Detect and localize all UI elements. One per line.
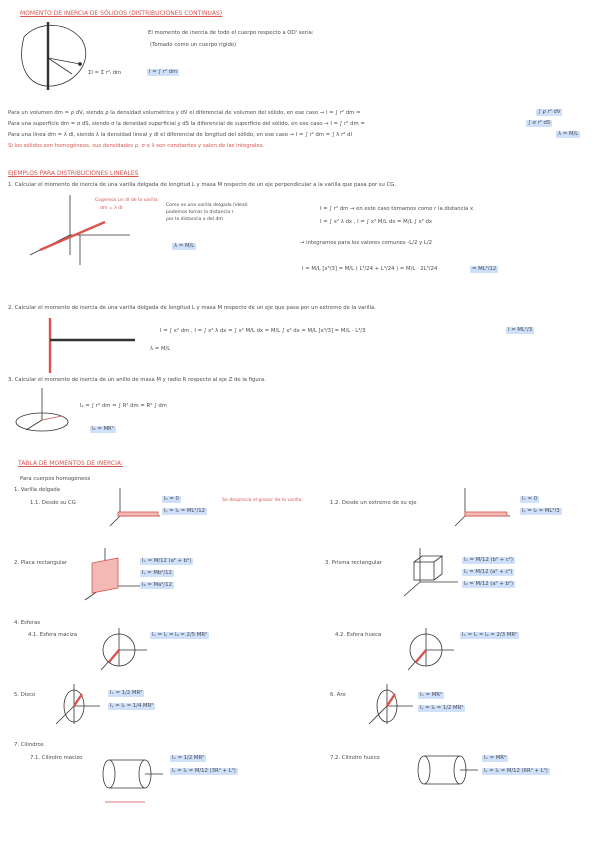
para-line-lambda: λ = M/L	[558, 131, 579, 137]
s6-hoop-figure	[365, 684, 415, 734]
para-volume-result: ∫ ρ r² dV	[538, 109, 561, 115]
s4-2-sphere-figure	[402, 628, 457, 678]
s3-prism-figure	[400, 548, 460, 598]
ex3-eq: I₂ = ∫ r² dm = ∫ R² dm = R² ∫ dm	[80, 403, 167, 409]
s1-2-f1: Iₓ = 0	[522, 496, 538, 502]
s5-f1: Iₓ = 1/2 MR²	[110, 690, 143, 696]
s1-1-f1: I₀ = 0	[164, 496, 179, 502]
s1-1-f2: Iᵧ = I₂ = ML²/12	[164, 508, 206, 514]
s1-2-title: 1.2. Desde un extremo de su eje	[330, 500, 417, 506]
intro-formula-a: ΣI = Σ r²ᵢ dm	[88, 70, 122, 76]
ex1-lambda: λ = M/L	[174, 243, 195, 249]
s7-2-f1: Iₓ = MR²	[484, 755, 507, 761]
ex1-desc2: podemos tomar la distancia r	[166, 210, 234, 215]
s7-1-cylinder-figure	[95, 752, 165, 812]
s1-title: 1. Varilla delgada	[14, 487, 61, 493]
s2-f1: Iₓ = M/12 (a² + b²)	[142, 558, 192, 564]
s3-title: 3. Prisma rectangular	[325, 560, 382, 566]
ex3-result: I₂ = MR²	[92, 426, 114, 432]
s5-disk-figure	[52, 684, 102, 734]
s4-title: 4. Esferas	[14, 620, 41, 626]
ex2-lambda: λ = M/L	[150, 346, 171, 352]
intro-line2: (Tomado como un cuerpo rígido)	[150, 42, 237, 48]
s7-1-f2: Iᵧ = I₂ = M/12 (3R² + L²)	[172, 768, 236, 774]
s4-2-title: 4.2. Esfera hueca	[335, 632, 382, 638]
para-surface-result: ∫ σ r² dS	[528, 120, 551, 126]
s3-f3: I₂ = M/12 (a² + b²)	[464, 581, 514, 587]
para-line: Para una línea dm = λ dl, siendo λ la densidad lineal y dl el diferencial de longitud del sólido, en ese caso → I = ∫ r² dm = ∫ λ r² dl	[8, 132, 352, 138]
homogeneous-label: Para cuerpos homogéneos	[20, 476, 91, 482]
ex1-result2: = ML²/12	[472, 266, 497, 272]
s1-1-note: Se desprecia el grosor de la varilla	[222, 498, 302, 503]
s3-f2: Iᵧ = M/12 (a² + c²)	[464, 569, 513, 575]
homogeneous-note: Si los sólidos son homogéneos, sus densidades ρ, σ o λ son constantes y salen de las integrales.	[8, 143, 265, 149]
s2-title: 2. Placa rectangular	[14, 560, 68, 566]
ex1-note-b: dm = λ dl	[100, 206, 123, 211]
s7-2-cylinder-figure	[410, 748, 480, 808]
s5-f2: Iᵧ = I₂ = 1/4 MR²	[110, 703, 154, 709]
s2-f2: Iᵧ = Mb²/12	[142, 570, 172, 576]
ex1-eq1: I = ∫ r² dm → en este caso tomamos como r la distancia x	[320, 206, 474, 212]
s7-2-f2: Iᵧ = I₂ = M/12 (6R² + L²)	[484, 768, 548, 774]
s6-title: 6. Aro	[330, 692, 346, 698]
s5-title: 5. Disco	[14, 692, 36, 698]
ex2-result: I = ML²/3	[508, 327, 533, 333]
page-title: MOMENTO DE INERCIA DE SÓLIDOS (DISTRIBUCIONES CONTINUAS)	[20, 10, 223, 17]
s7-1-f1: Iₓ = 1/2 MR²	[172, 755, 205, 761]
para-volume: Para un volumen dm = ρ dV, siendo ρ la densidad volumétrica y dV el diferencial de volumen del sólido, en ese caso → I = ∫ r² dm =	[8, 110, 361, 116]
s6-f2: Iᵧ = I₂ = 1/2 MR²	[420, 705, 464, 711]
ex1-title: 1. Calcular el momento de inercia de una varilla delgada de longitud L y masa M respecto de un eje perpendicular a la varilla que pasa por su CG.	[8, 182, 397, 188]
ex1-integrate: → integramos para los valores comunes -L/2 y L/2	[300, 240, 432, 246]
ex3-ring-figure	[14, 388, 74, 438]
intro-body-figure	[14, 22, 94, 92]
ex2-eq: I = ∫ x² dm , I = ∫ x² λ dx = ∫ x² M/L dx = M/L ∫ x² dx = M/L [x³/3] = M/L · L³/3	[160, 328, 366, 334]
s1-1-figure	[110, 488, 160, 528]
s4-1-title: 4.1. Esfera maciza	[28, 632, 77, 638]
ex1-desc3: por la distancia x del dm	[166, 217, 223, 222]
s4-2-f: Iₓ = Iᵧ = I₂ = 2/3 MR²	[462, 632, 518, 638]
intro-formula-b: I = ∫ r² dm	[149, 69, 178, 75]
ex3-title: 3. Calcular el momento de inercia de un anillo de masa M y radio R respecto al eje Z de la figura.	[8, 377, 266, 383]
ex2-title: 2. Calcular el momento de inercia de una varilla delgada de longitud L y masa M respecto de un eje que pasa por un extremo de la varilla.	[8, 305, 376, 311]
ex1-note: Cogemos un dl de la varilla	[95, 198, 158, 203]
ex2-figure	[45, 318, 145, 378]
s4-1-f: Iₓ = Iᵧ = I₂ = 2/5 MR²	[152, 632, 208, 638]
s3-f1: Iₓ = M/12 (b² + c²)	[464, 557, 513, 563]
para-surface: Para una superficie dm = σ dS, siendo σ la densidad superficial y dS la diferencial de superficie del sólido, en ese caso → I = ∫ r² dm =	[8, 121, 365, 127]
s1-2-figure	[455, 488, 510, 528]
ex1-desc1: Como es una varilla delgada (ideal)	[166, 203, 248, 208]
ex1-result1: I = M/L [x³/3] = M/L ( L³/24 + L³/24 ) = M/L · 2L³/24	[302, 266, 438, 272]
s2-f3: I₂ = Ma²/12	[142, 582, 172, 588]
s7-title: 7. Cilindros	[14, 742, 44, 748]
s6-f1: Iₓ = MR²	[420, 692, 443, 698]
intro-line1: El momento de inercia de todo el cuerpo respecto a OO' sería:	[148, 30, 314, 36]
s1-1-title: 1.1. Desde su CG	[30, 500, 76, 506]
examples-title: EJEMPLOS PARA DISTRIBUCIONES LINEALES	[8, 170, 139, 177]
s1-2-f2: Iᵧ = I₂ = ML²/3	[522, 508, 560, 514]
s7-1-title: 7.1. Cilindro macizo	[30, 755, 83, 761]
s4-1-sphere-figure	[95, 628, 150, 678]
ex1-eq2: I = ∫ x² λ dx , I = ∫ x² M/L dx = M/L ∫ x² dx	[320, 219, 433, 225]
s7-2-title: 7.2. Cilindro hueco	[330, 755, 380, 761]
table-title: TABLA DE MOMENTOS DE INERCIA:	[18, 460, 123, 467]
